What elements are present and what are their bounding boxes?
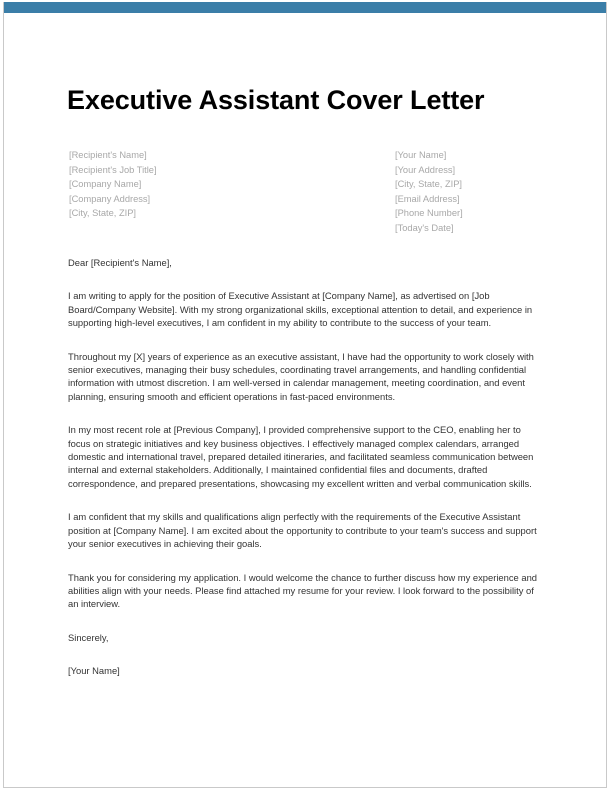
recipient-job-title-line: [Recipient's Job Title] bbox=[69, 164, 157, 175]
sender-city-line: [City, State, ZIP] bbox=[395, 179, 462, 190]
salutation: Dear [Recipient's Name], bbox=[68, 257, 172, 268]
body-paragraph-fit: I am confident that my skills and qualifications align perfectly with the requirements of the Executive Assistant position at [Company Name]. I am excited about the opportunity to contribute to your team's success and support your senior executives in achieving their goals. bbox=[68, 511, 537, 550]
body-paragraph-experience: Throughout my [X] years of experience as an executive assistant, I have had the opportunity to work closely with senior executives, managing their busy schedules, coordinating travel arrangements, and handling confidential information with utmost discretion. I am well-versed in calendar management, meeting coordination, and event planning, ensuring smooth and efficient operations in fast-paced environments. bbox=[68, 350, 534, 402]
recipient-company-line: [Company Name] bbox=[69, 179, 142, 190]
body-paragraph-recent-role: In my most recent role at [Previous Company], I provided comprehensive support to the CEO, enabling her to focus on strategic initiatives and key business objectives. I effectively managed complex calendars, arranged domestic and international travel, prepared detailed itineraries, and facilitated seamless communication between internal and external stakeholders. Additionally, I maintained confidential files and documents, drafted correspondence, and prepared presentations, showcasing my excellent written and verbal communication skills. bbox=[68, 424, 534, 489]
sender-email-line: [Email Address] bbox=[395, 193, 460, 204]
recipient-street-line: [Company Address] bbox=[69, 193, 151, 204]
sender-date-line: [Today's Date] bbox=[395, 222, 454, 233]
recipient-address-block bbox=[69, 148, 157, 221]
sender-phone-line: [Phone Number] bbox=[395, 208, 463, 219]
page-title: Executive Assistant Cover Letter bbox=[67, 85, 485, 115]
sender-address-line: [Your Address] bbox=[395, 164, 456, 175]
body-paragraph-thanks: Thank you for considering my application. I would welcome the chance to further discuss how my experience and abilities align with your needs. Please find attached my resume for your review. I look forward to the possibility of an interview. bbox=[68, 571, 537, 610]
sender-name-line: [Your Name] bbox=[395, 150, 447, 160]
signature-name: [Your Name] bbox=[68, 665, 120, 677]
recipient-name-line: [Recipient's Name] bbox=[69, 150, 147, 160]
letter-body bbox=[68, 256, 542, 678]
closing-salutation: Sincerely, bbox=[68, 631, 109, 643]
body-paragraph-intro: I am writing to apply for the position of Executive Assistant at [Company Name], as advertised on [Job Board/Company Website]. With my strong organizational skills, exceptional attention to detail, and experience in supporting high-level executives, I am confident in my ability to contribute to the success of your team. bbox=[68, 290, 533, 329]
sender-address-block bbox=[395, 148, 463, 236]
header-accent-bar bbox=[3, 2, 607, 13]
recipient-city-line: [City, State, ZIP] bbox=[69, 208, 136, 219]
